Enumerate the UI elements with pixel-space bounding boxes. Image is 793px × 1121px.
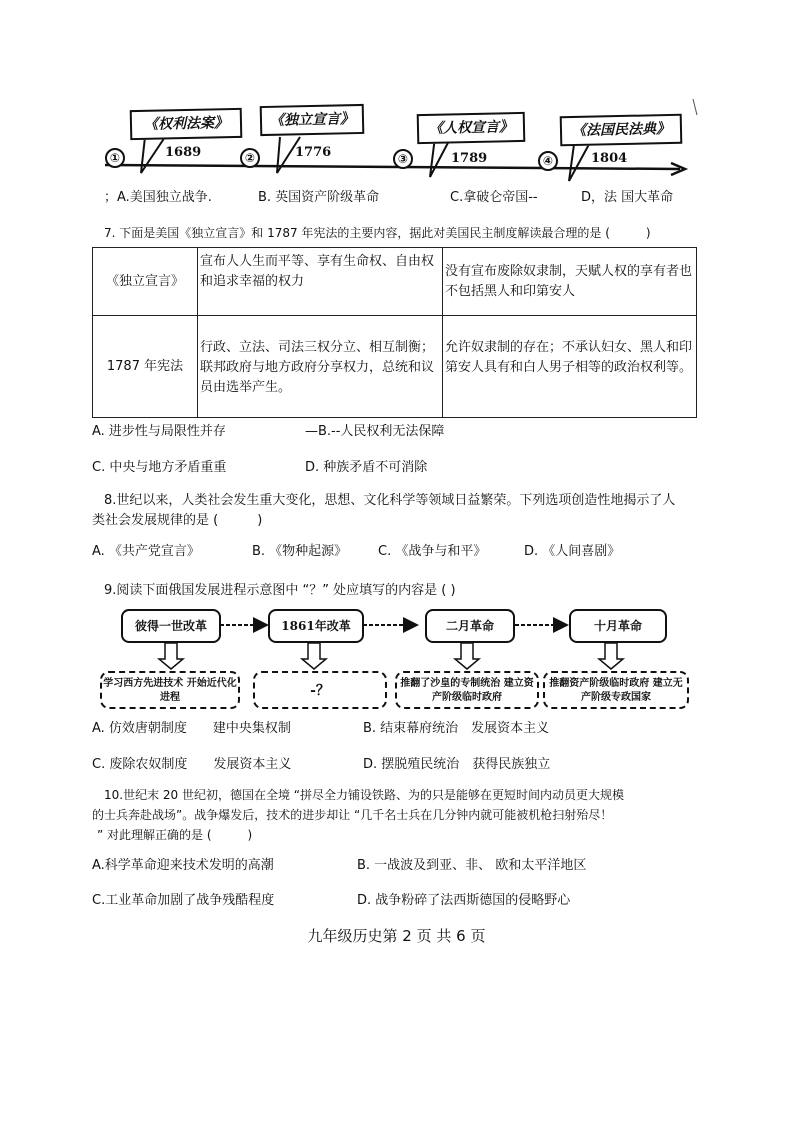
q8-option-c[interactable]: C. 《战争与和平》 <box>378 544 487 559</box>
q6-option-b[interactable]: B. 英国资产阶级革命 <box>258 190 380 205</box>
timeline-number-3: ③ <box>393 149 413 169</box>
q7-row1-label: 《独立宣言》 <box>93 248 198 316</box>
q6-option-a[interactable]: ；A.美国独立战争. <box>104 190 212 205</box>
q7-option-b[interactable]: —B.--人民权利无法保障 <box>305 424 445 439</box>
timeline-year-3: 1789 <box>451 151 488 166</box>
russia-flowchart <box>95 603 695 713</box>
timeline-year-4: 1804 <box>591 151 628 166</box>
flow-stage-4-result: 推翻资产阶级临时政府 建立无产阶级专政国家 <box>543 671 689 709</box>
timeline-doc-3: 《人权宣言》 <box>417 112 526 144</box>
timeline-number-1: ① <box>105 148 125 168</box>
timeline-number-2: ② <box>240 148 260 168</box>
flow-stage-1-result: 学习西方先进技术 开始近代化进程 <box>100 671 240 709</box>
q7-row2-content: 行政、立法、司法三权分立、相互制衡；联邦政府与地方政府分享权力，总统和议员由选举产生。 <box>198 316 443 418</box>
timeline-figure <box>95 95 700 185</box>
q7-row2-label: 1787 年宪法 <box>93 316 198 418</box>
timeline-number-4: ④ <box>538 151 558 171</box>
q6-option-c[interactable]: C.拿破仑帝国-- <box>450 190 538 205</box>
q10-option-a[interactable]: A.科学革命迎来技术发明的高潮 <box>92 858 274 873</box>
q8-option-b[interactable]: B. 《物种起源》 <box>252 544 348 559</box>
flow-stage-1-title: 彼得一世改革 <box>121 609 221 643</box>
timeline-doc-1: 《权利法案》 <box>130 108 243 140</box>
table-row <box>93 248 697 316</box>
q10-stem-line3: ” 对此理解正确的是 ( ) <box>97 828 253 842</box>
q8-stem-line1: 8.世纪以来，人类社会发生重大变化，思想、文化科学等领域日益繁荣。下列选项创造性地揭示了人 <box>104 493 676 508</box>
q10-option-d[interactable]: D. 战争粉碎了法西斯德国的侵略野心 <box>357 893 571 908</box>
q9-option-d[interactable]: D. 摆脱殖民统治 获得民族独立 <box>363 757 551 772</box>
q7-option-d[interactable]: D. 种族矛盾不可消除 <box>305 460 428 475</box>
q7-option-a[interactable]: A. 进步性与局限性并存 <box>92 424 226 439</box>
q7-row1-note: 没有宣布废除奴隶制，天赋人权的享有者也不包括黑人和印第安人 <box>443 248 697 316</box>
q9-option-a[interactable]: A. 仿效唐朝制度 建中央集权制 <box>92 721 291 736</box>
flow-stage-3-title: 二月革命 <box>425 609 515 643</box>
q7-stem: 7. 下面是美国《独立宣言》和 1787 年宪法的主要内容，据此对美国民主制度解读最合理的是 ( ) <box>104 226 651 240</box>
q7-table <box>92 247 697 418</box>
timeline-year-1: 1689 <box>165 145 202 160</box>
q10-stem-line1: 10.世纪末 20 世纪初，德国在全境 “拼尽全力铺设铁路、为的只是能够在更短时间内动员更大规模 <box>104 788 625 802</box>
q8-option-a[interactable]: A. 《共产党宣言》 <box>92 544 200 559</box>
flow-stage-3-result: 推翻了沙皇的专制统治 建立资产阶级临时政府 <box>395 671 539 709</box>
table-row <box>93 316 697 418</box>
timeline-doc-2: 《独立宣言》 <box>260 104 365 136</box>
q9-option-b[interactable]: B. 结束幕府统治 发展资本主义 <box>363 721 550 736</box>
q7-row1-content: 宣布人人生而平等、享有生命权、自由权和追求幸福的权力 <box>198 248 443 316</box>
timeline-doc-4: 《法国民法典》 <box>560 114 683 147</box>
q8-option-d[interactable]: D. 《人间喜剧》 <box>524 544 621 559</box>
q9-option-c[interactable]: C. 废除农奴制度 发展资本主义 <box>92 757 292 772</box>
timeline-year-2: 1776 <box>295 145 332 160</box>
flow-stage-2-result: -？ <box>253 671 387 709</box>
q9-stem: 9.阅读下面俄国发展进程示意图中 “？” 处应填写的内容是 ( ) <box>104 583 456 598</box>
flow-stage-4-title: 十月革命 <box>569 609 667 643</box>
q10-stem-line2: 的士兵奔赴战场”。战争爆发后，技术的进步却让 “几千名士兵在几分钟内就可能被机枪扫射殆尽！ <box>92 808 613 822</box>
flow-stage-2-title: 1861年改革 <box>268 609 364 643</box>
q7-row2-note: 允许奴隶制的存在；不承认妇女、黑人和印第安人具有和白人男子相等的政治权利等。 <box>443 316 697 418</box>
q10-option-b[interactable]: B. 一战波及到亚、非、 欧和太平洋地区 <box>357 858 587 873</box>
q7-option-c[interactable]: C. 中央与地方矛盾重重 <box>92 460 227 475</box>
q6-option-d[interactable]: D，法 国大革命 <box>581 190 674 205</box>
q8-stem-line2: 类社会发展规律的是 ( ) <box>92 513 263 528</box>
q10-option-c[interactable]: C.工业革命加剧了战争残酷程度 <box>92 893 275 908</box>
page-footer: 九年级历史第 2 页 共 6 页 <box>307 927 486 945</box>
